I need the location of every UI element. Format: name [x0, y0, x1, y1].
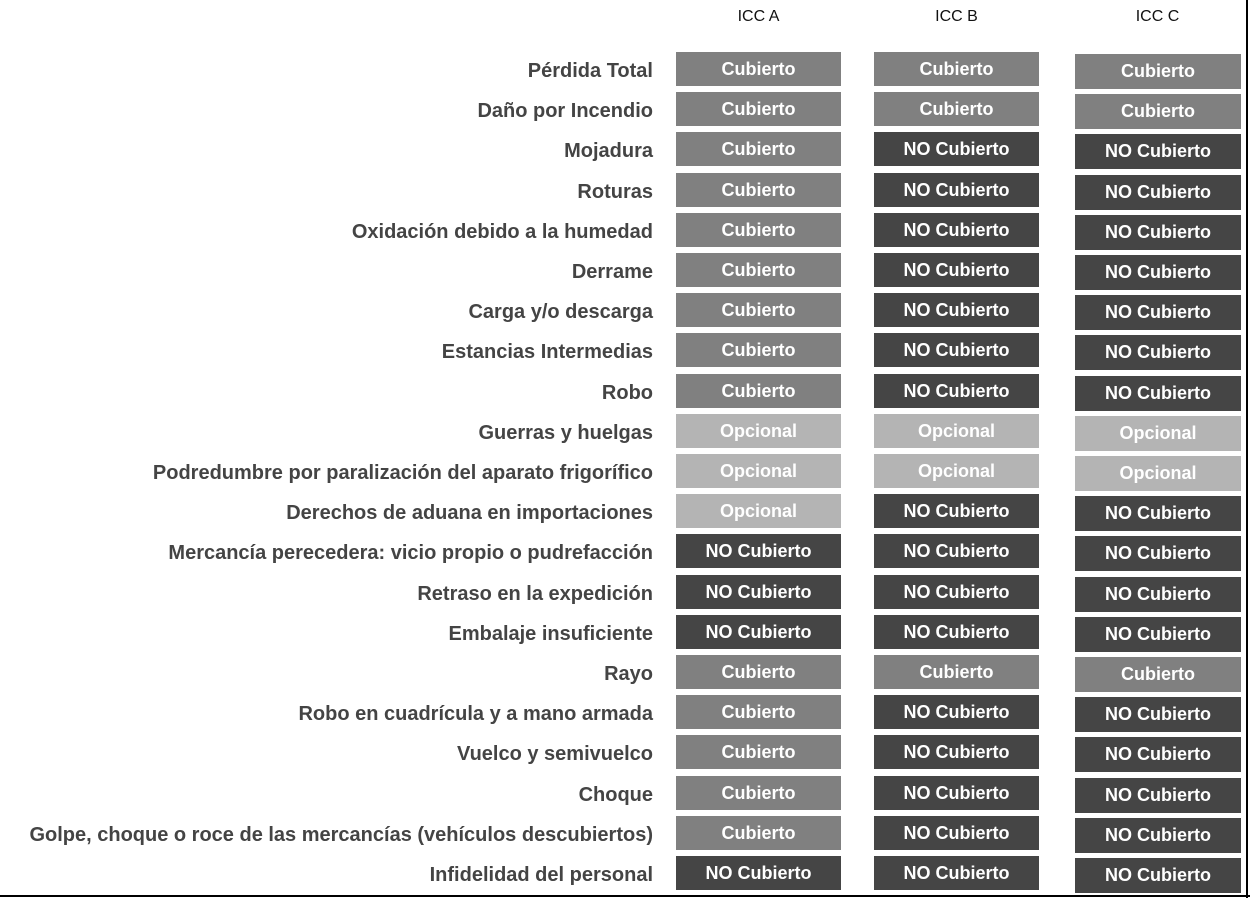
row-label: Robo en cuadrícula y a mano armada [298, 703, 653, 725]
row-label: Mercancía perecedera: vicio propio o pudrefacción [168, 542, 653, 564]
coverage-cell: Opcional [676, 454, 841, 488]
row-label: Mojadura [564, 140, 653, 162]
coverage-cell: NO Cubierto [1075, 536, 1241, 571]
coverage-cell: NO Cubierto [1075, 255, 1241, 290]
coverage-cell: Cubierto [676, 253, 841, 287]
coverage-cell: NO Cubierto [874, 575, 1039, 609]
coverage-cell: NO Cubierto [874, 494, 1039, 528]
coverage-cell: Cubierto [676, 92, 841, 126]
coverage-cell: NO Cubierto [1075, 175, 1241, 210]
coverage-cell: NO Cubierto [874, 293, 1039, 327]
coverage-cell: NO Cubierto [1075, 617, 1241, 652]
row-label: Daño por Incendio [477, 100, 653, 122]
coverage-cell: NO Cubierto [1075, 295, 1241, 330]
row-label: Carga y/o descarga [468, 301, 653, 323]
coverage-cell: Cubierto [676, 52, 841, 86]
row-label: Choque [578, 784, 653, 806]
column-header-icc-c: ICC C [1135, 8, 1180, 25]
coverage-cell: Cubierto [676, 374, 841, 408]
row-label: Retraso en la expedición [417, 583, 653, 605]
coverage-cell: Cubierto [874, 52, 1039, 86]
coverage-cell: NO Cubierto [1075, 778, 1241, 813]
coverage-cell: NO Cubierto [874, 132, 1039, 166]
column-header-icc-b: ICC B [935, 8, 978, 25]
coverage-cell: Cubierto [676, 293, 841, 327]
coverage-cell: NO Cubierto [874, 735, 1039, 769]
coverage-cell: NO Cubierto [676, 615, 841, 649]
coverage-cell: Cubierto [676, 333, 841, 367]
coverage-cell: NO Cubierto [1075, 737, 1241, 772]
coverage-cell: NO Cubierto [676, 575, 841, 609]
coverage-cell: Cubierto [676, 173, 841, 207]
coverage-cell: Cubierto [1075, 657, 1241, 692]
coverage-cell: NO Cubierto [1075, 496, 1241, 531]
coverage-cell: NO Cubierto [1075, 858, 1241, 893]
coverage-cell: NO Cubierto [874, 374, 1039, 408]
row-label: Infidelidad del personal [429, 864, 653, 886]
coverage-cell: Cubierto [676, 655, 841, 689]
coverage-cell: NO Cubierto [874, 615, 1039, 649]
coverage-cell: NO Cubierto [1075, 134, 1241, 169]
row-label: Guerras y huelgas [478, 422, 653, 444]
coverage-cell: NO Cubierto [874, 213, 1039, 247]
coverage-cell: NO Cubierto [874, 816, 1039, 850]
coverage-cell: Cubierto [676, 213, 841, 247]
row-label: Derrame [571, 261, 653, 283]
row-label: Rayo [604, 663, 653, 685]
coverage-cell: Opcional [1075, 456, 1241, 491]
row-label: Vuelco y semivuelco [456, 743, 653, 765]
coverage-cell: Opcional [874, 414, 1039, 448]
row-label: Golpe, choque o roce de las mercancías (vehículos descubiertos) [29, 824, 653, 846]
row-label: Oxidación debido a la humedad [351, 221, 653, 243]
coverage-cell: Cubierto [874, 655, 1039, 689]
column-header-icc-a: ICC A [737, 8, 780, 25]
coverage-cell: NO Cubierto [874, 776, 1039, 810]
coverage-cell: Opcional [676, 494, 841, 528]
row-label: Pérdida Total [527, 60, 653, 82]
coverage-cell: Cubierto [676, 735, 841, 769]
coverage-cell: Cubierto [676, 776, 841, 810]
coverage-cell: Cubierto [1075, 94, 1241, 129]
coverage-cell: Opcional [676, 414, 841, 448]
coverage-cell: Cubierto [676, 695, 841, 729]
coverage-cell: NO Cubierto [1075, 697, 1241, 732]
coverage-cell: Cubierto [676, 816, 841, 850]
coverage-cell: Opcional [1075, 416, 1241, 451]
coverage-cell: Cubierto [1075, 54, 1241, 89]
coverage-cell: NO Cubierto [874, 695, 1039, 729]
coverage-cell: NO Cubierto [874, 856, 1039, 890]
coverage-cell: NO Cubierto [1075, 818, 1241, 853]
frame-border-bottom [0, 895, 1250, 897]
coverage-cell: NO Cubierto [874, 253, 1039, 287]
row-label: Roturas [577, 181, 653, 203]
row-label: Derechos de aduana en importaciones [286, 502, 653, 524]
row-label: Embalaje insuficiente [448, 623, 653, 645]
coverage-cell: NO Cubierto [1075, 577, 1241, 612]
coverage-cell: NO Cubierto [874, 333, 1039, 367]
row-label: Robo [601, 382, 653, 404]
coverage-cell: NO Cubierto [874, 534, 1039, 568]
coverage-cell: NO Cubierto [1075, 215, 1241, 250]
coverage-cell: NO Cubierto [1075, 376, 1241, 411]
row-label: Podredumbre por paralización del aparato frigorífico [152, 462, 653, 484]
coverage-cell: Opcional [874, 454, 1039, 488]
coverage-cell: NO Cubierto [1075, 335, 1241, 370]
coverage-cell: NO Cubierto [676, 534, 841, 568]
coverage-cell: Cubierto [874, 92, 1039, 126]
coverage-cell: Cubierto [676, 132, 841, 166]
coverage-cell: NO Cubierto [874, 173, 1039, 207]
frame-border-right [1246, 0, 1248, 898]
row-label: Estancias Intermedias [441, 341, 653, 363]
coverage-cell: NO Cubierto [676, 856, 841, 890]
